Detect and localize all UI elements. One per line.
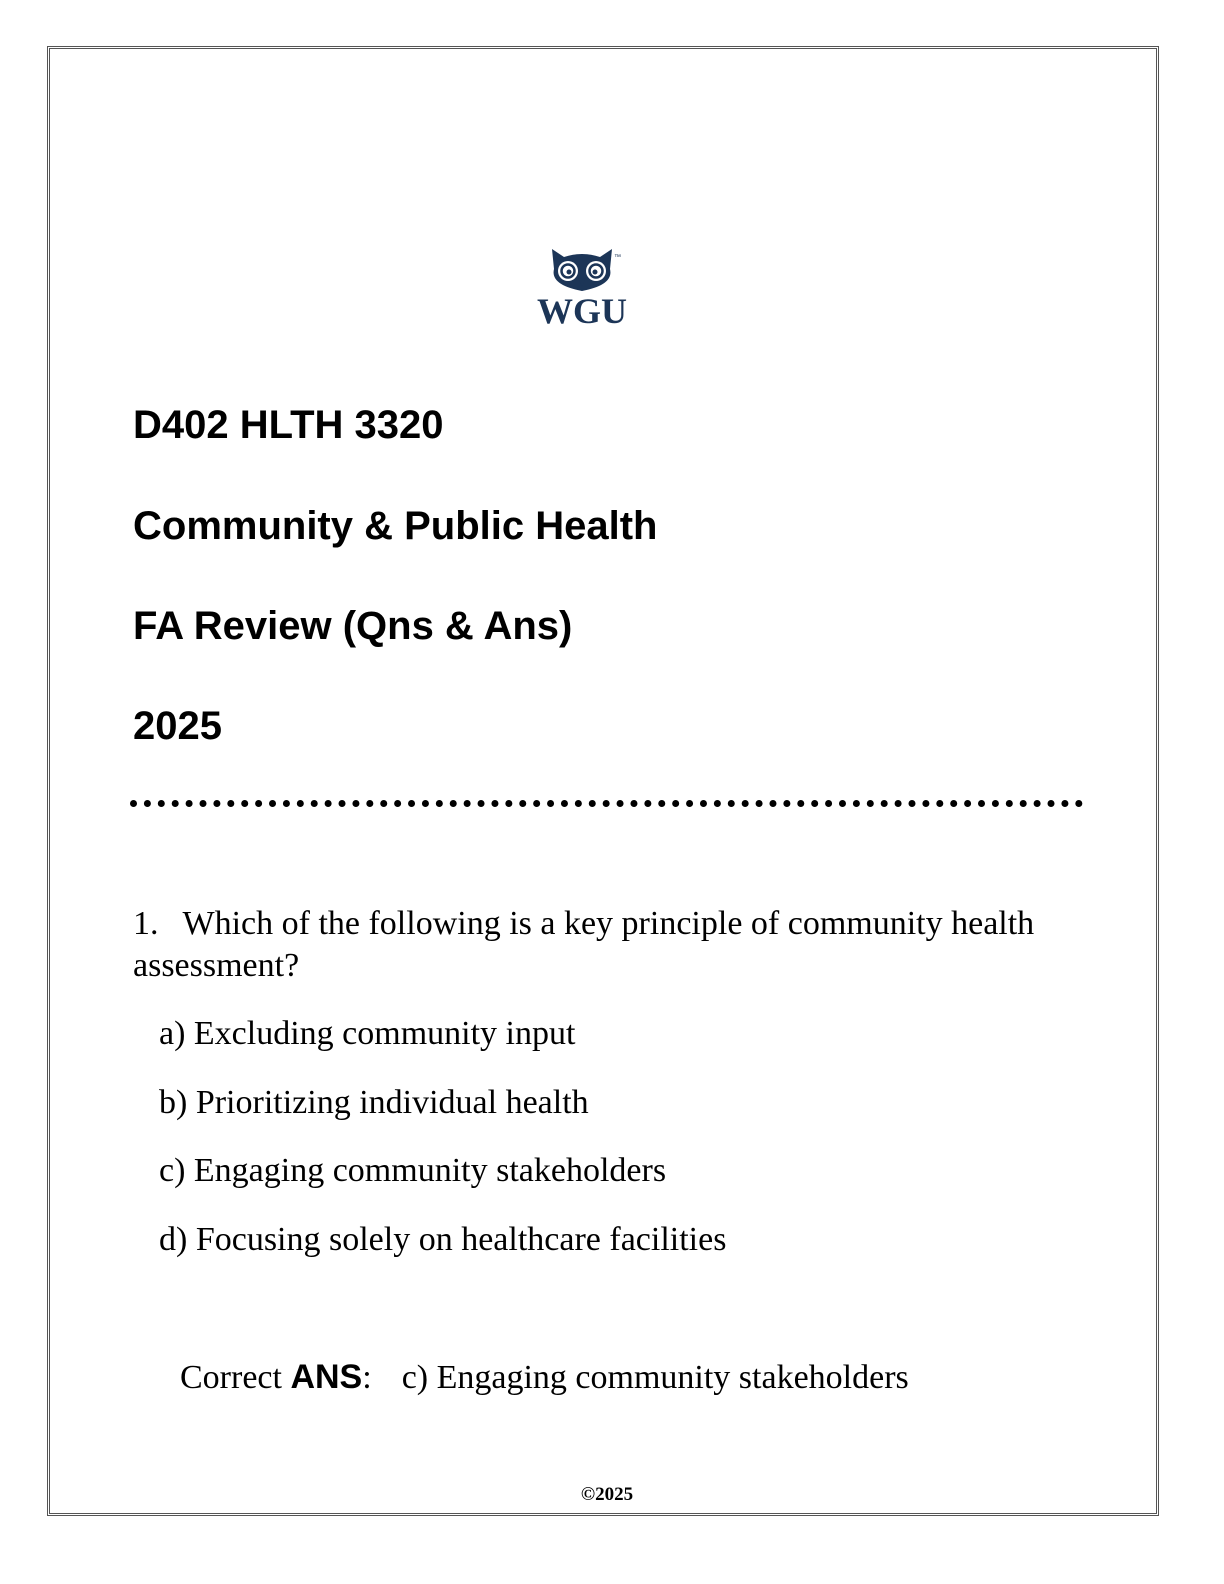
trademark-mark: ™ xyxy=(614,254,621,261)
correct-answer xyxy=(180,1357,909,1399)
answer-colon: : xyxy=(362,1359,372,1396)
question-1 xyxy=(133,903,1093,987)
wgu-logo xyxy=(526,243,638,339)
option-c: c) Engaging community stakeholders xyxy=(159,1152,667,1189)
question-text: Which of the following is a key principle of community health assessment? xyxy=(133,905,1035,984)
logo-wordmark: WGU xyxy=(537,291,627,331)
owl-icon xyxy=(526,243,638,339)
option-b: b) Prioritizing individual health xyxy=(159,1084,589,1121)
course-code: D402 HLTH 3320 xyxy=(133,403,444,447)
question-number: 1. xyxy=(133,905,159,942)
option-d: d) Focusing solely on healthcare facilities xyxy=(159,1221,727,1258)
option-a: a) Excluding community input xyxy=(159,1015,576,1052)
dotted-divider xyxy=(130,800,1083,807)
copyright-footer: ©2025 xyxy=(580,1484,634,1505)
document-type: FA Review (Qns & Ans) xyxy=(133,604,573,648)
answer-prefix: Correct xyxy=(180,1359,282,1396)
answer-text: c) Engaging community stakeholders xyxy=(401,1359,909,1396)
answer-key-label: ANS xyxy=(290,1358,363,1396)
course-name: Community & Public Health xyxy=(133,504,658,548)
document-year: 2025 xyxy=(133,704,222,748)
